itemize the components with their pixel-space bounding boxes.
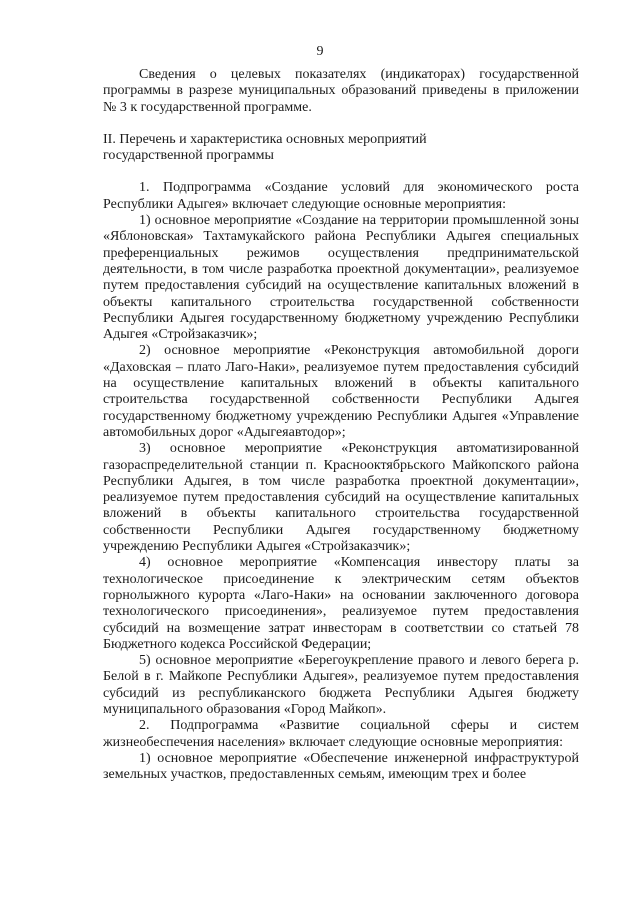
paragraph-item: 1) основное мероприятие «Обеспечение инженерной инфраструктурой земельных участков, предоставленных семьям, имеющим трех и более bbox=[103, 750, 579, 783]
section-heading-line-1: II. Перечень и характеристика основных мероприятий bbox=[103, 131, 427, 147]
paragraph-subprogram-2: 2. Подпрограмма «Развитие социальной сферы и систем жизнеобеспечения населения» включает следующие основные мероприятия: bbox=[103, 718, 579, 750]
paragraph-subprogram-1: 1. Подпрограмма «Создание условий для экономического роста Республики Адыгея» включает следующие основные мероприятия: bbox=[103, 180, 579, 212]
section-heading bbox=[103, 132, 579, 165]
paragraph-item: 3) основное мероприятие «Реконструкция автоматизированной газораспределительной станции п. Краснооктябрьского Майкопского района Республики Адыгея, в том числе разработка проектной документации», реализуемое путем предоставления субсидий на осуществление капитальных вложений в объекты капитального строительства государственной собственности Республики Адыгея государственному бюджетному учреждению Республики Адыгея «Стройзаказчик»; bbox=[103, 441, 579, 555]
intro-paragraph: Сведения о целевых показателях (индикаторах) государственной программы в разрезе муниципальных образований приведены в приложении № 3 к государственной программе. bbox=[103, 67, 579, 115]
paragraph-item: 4) основное мероприятие «Компенсация инвестору платы за технологическое присоединение к электрическим сетям объектов горнолыжного курорта «Лаго-Наки» на основании заключенного договора технологического присоединения», реализуемое путем предоставления субсидий на возмещение затрат инвесторам в соответствии со статьей 78 Бюджетного кодекса Российской Федерации; bbox=[103, 555, 579, 652]
page-number: 9 bbox=[316, 44, 324, 59]
document-body bbox=[103, 67, 579, 783]
section-heading-line-2: государственной программы bbox=[103, 148, 274, 164]
paragraph-item: 1) основное мероприятие «Создание на территории промышленной зоны «Яблоновская» Тахтамукайского района Республики Адыгея специальных преференциальных режимов осуществления предпринимательской деятельности, в том числе разработка проектной документации», реализуемое путем предоставления субсидий на осуществление капитальных вложений в объекты капитального строительства государственной собственности Республики Адыгея государственному бюджетному учреждению Республики Адыгея «Стройзаказчик»; bbox=[103, 213, 579, 343]
paragraph-item: 2) основное мероприятие «Реконструкция автомобильной дороги «Даховская – плато Лаго-Наки», реализуемое путем предоставления субсидий на осуществление капитальных вложений в объекты капитального строительства государственной собственности Республики Адыгея государственному бюджетному учреждению Республики Адыгея «Управление автомобильных дорог «Адыгеяавтодор»; bbox=[103, 343, 579, 440]
paragraph-item: 5) основное мероприятие «Берегоукрепление правого и левого берега р. Белой в г. Майкопе Республики Адыгея», реализуемое путем предоставления субсидий из республиканского бюджета Республики Адыгея бюджету муниципального образования «Город Майкоп». bbox=[103, 653, 579, 717]
